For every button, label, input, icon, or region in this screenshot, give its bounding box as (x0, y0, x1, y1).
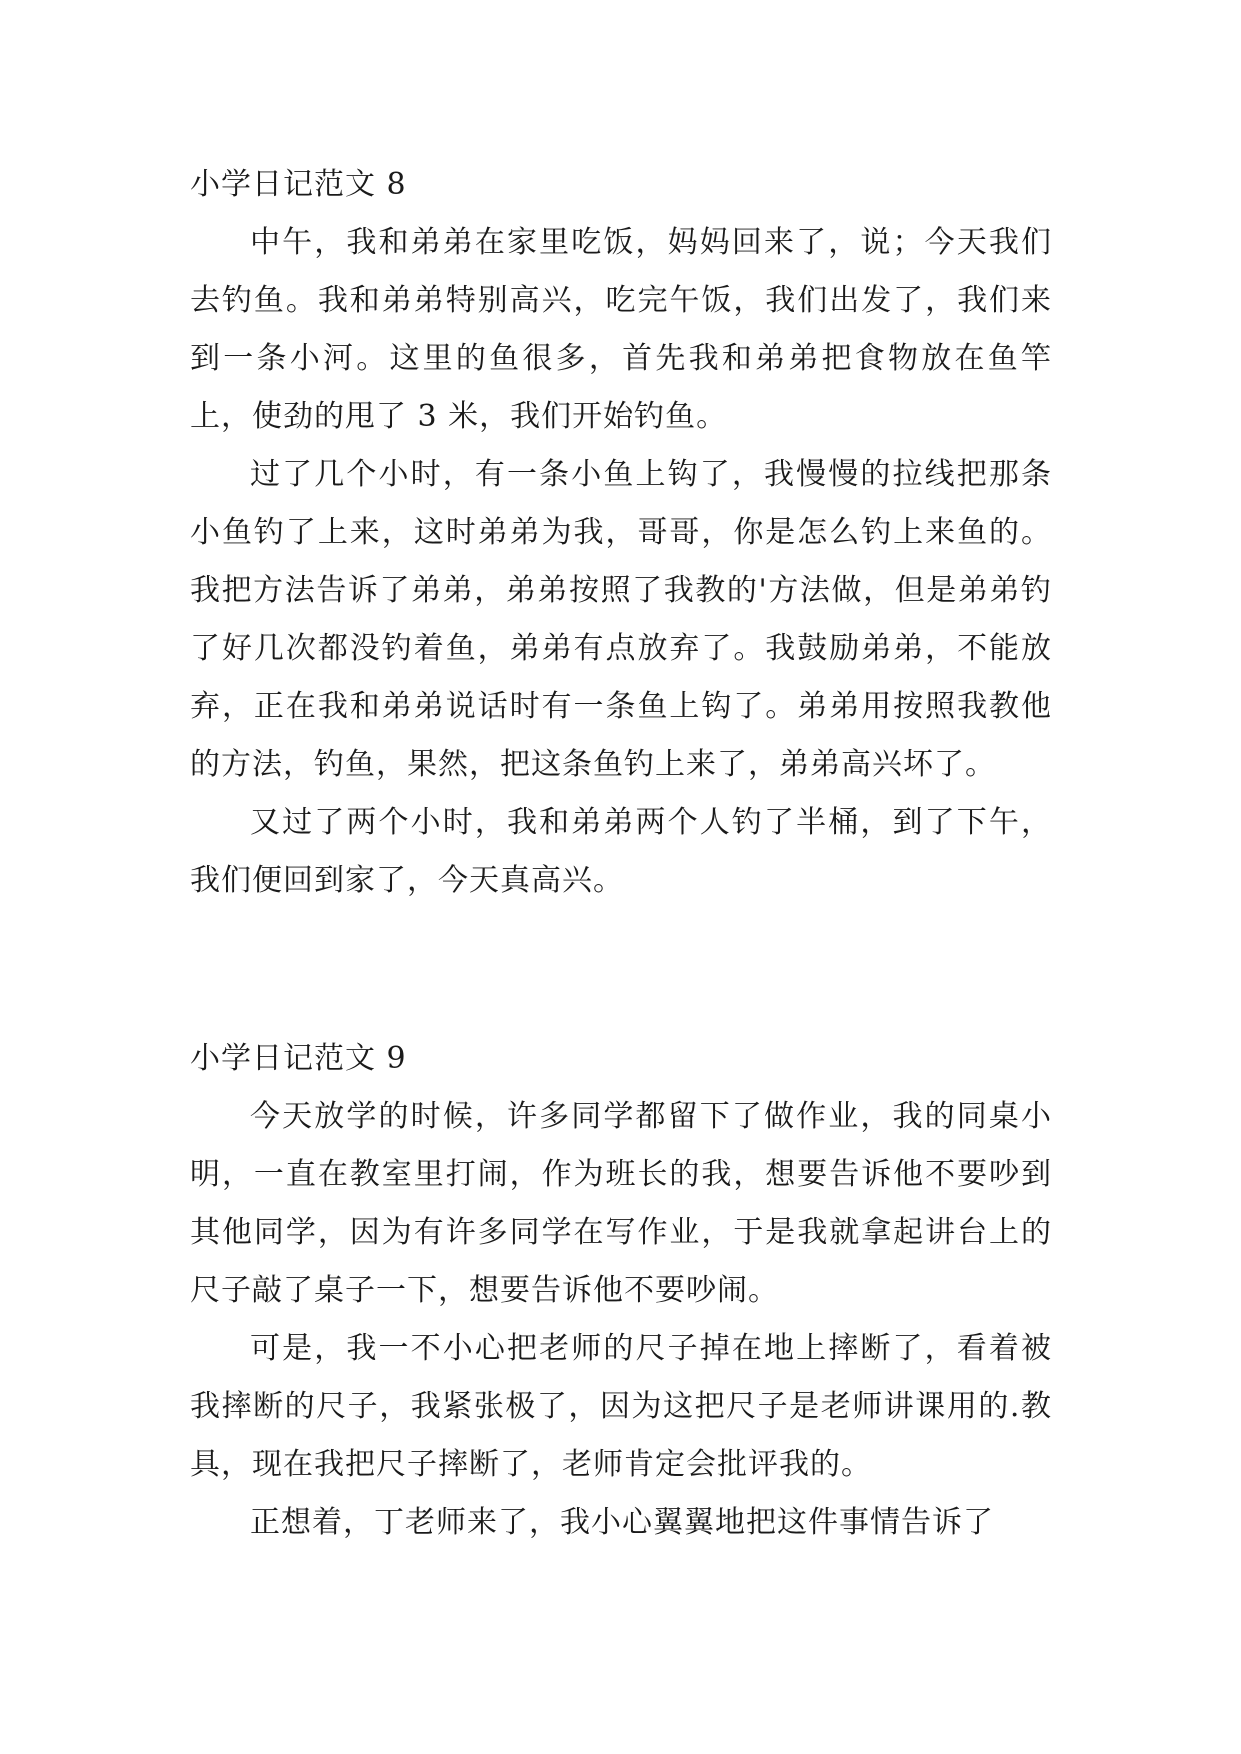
paragraph: 今天放学的时候，许多同学都留下了做作业，我的同桌小明，一直在教室里打闹，作为班长的我，想要告诉他不要吵到其他同学，因为有许多同学在写作业，于是我就拿起讲台上的尺子敲了桌子一下，想要告诉他不要吵闹。 (190, 1099, 1052, 1308)
paragraph: 中午，我和弟弟在家里吃饭，妈妈回来了，说；今天我们去钓鱼。我和弟弟特别高兴，吃完午饭，我们出发了，我们来到一条小河。这里的鱼很多，首先我和弟弟把食物放在鱼竿上，使劲的甩了 3 米，我们开始钓鱼。 (190, 225, 1052, 434)
paragraph: 正想着，丁老师来了，我小心翼翼地把这件事情告诉了 (250, 1505, 994, 1540)
diary-section-8 (190, 156, 1052, 910)
section-title: 小学日记范文 9 (190, 1041, 407, 1076)
paragraph: 又过了两个小时，我和弟弟两个人钓了半桶，到了下午，我们便回到家了，今天真高兴。 (190, 805, 1052, 898)
diary-section-9 (190, 1030, 1052, 1552)
paragraph: 过了几个小时，有一条小鱼上钩了，我慢慢的拉线把那条小鱼钓了上来，这时弟弟为我，哥哥，你是怎么钓上来鱼的。我把方法告诉了弟弟，弟弟按照了我教的'方法做，但是弟弟钓了好几次都没钓着鱼，弟弟有点放弃了。我鼓励弟弟，不能放弃，正在我和弟弟说话时有一条鱼上钩了。弟弟用按照我教他的方法，钓鱼，果然，把这条鱼钓上来了，弟弟高兴坏了。 (190, 457, 1052, 782)
paragraph: 可是，我一不小心把老师的尺子掉在地上摔断了，看着被我摔断的尺子，我紧张极了，因为这把尺子是老师讲课用的.教具，现在我把尺子摔断了，老师肯定会批评我的。 (190, 1331, 1052, 1482)
section-title: 小学日记范文 8 (190, 167, 407, 202)
